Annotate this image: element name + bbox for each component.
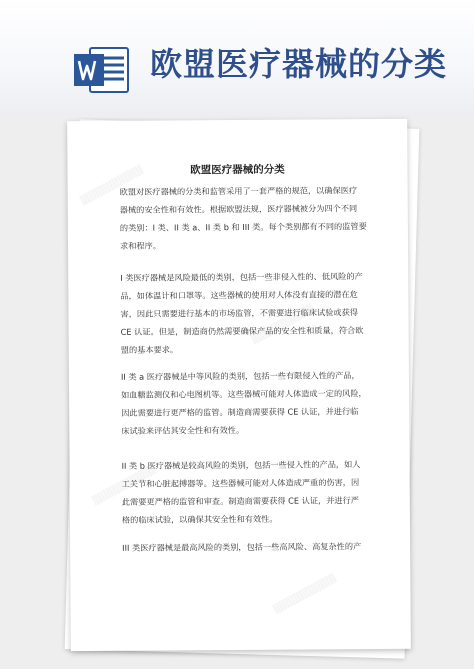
paragraph: III 类医疗器械是最高风险的类别，包括一些高风险、高复杂性的产 (122, 541, 362, 553)
paragraph: 欧盟对医疗器械的分类和监管采用了一套严格的规范，以确保医疗 器械的安全性和有效性。根据欧盟法规，医疗器械被分为四个不同 的类别：I 类、II 类 a、II 类 b 和 III 类。每个类别都有不同的监管要 求和程序。 (119, 185, 367, 251)
watermark: ▒▒▒▒▒▒▒▒▒▒ (272, 573, 338, 616)
paragraph: II 类 b 医疗器械是较高风险的类别，包括一些侵入性的产品，如人 工关节和心脏起搏器等。这些器械可能对人体造成严重的伤害，因 此需要更严格的监管和审查。制造商需要获得 CE 认证，并进行严 格的临床试验，以确保其安全性和有效性。 (121, 459, 361, 525)
document-page (67, 119, 411, 651)
watermark: ▒▒▒▒▒▒▒▒▒▒ (91, 464, 158, 507)
word-icon (72, 44, 130, 96)
watermark: ▒▒▒▒▒▒▒▒▒▒ (79, 165, 146, 207)
paragraph: I 类医疗器械是风险最低的类别，包括一些非侵入性的、低风险的产 品，如体温计和口罩等。这些器械的使用对人体没有直接的潜在危 害，因此只需要进行基本的市场监管，不需要进行临床试验或获得 CE 认证。但是，制造商仍然需要确保产品的安全性和质量，符合欧 盟的基本要求。 (120, 271, 364, 355)
watermark: ▒▒▒▒▒▒▒▒▒▒ (250, 303, 317, 346)
header-banner (0, 0, 474, 115)
banner-title: 欧盟医疗器械的分类 (150, 45, 448, 83)
paragraph: II 类 a 医疗器械是中等风险的类别，包括一些有限侵入性的产品， 如血糖监测仪和心电图机等。这些器械可能对人体造成一定的风险， 因此需要进行更严格的监管。制造商需要获得 CE 认证，并进行临 床试验来评估其安全性和有效性。 (120, 370, 367, 436)
document-title: 欧盟医疗器械的分类 (190, 163, 285, 177)
